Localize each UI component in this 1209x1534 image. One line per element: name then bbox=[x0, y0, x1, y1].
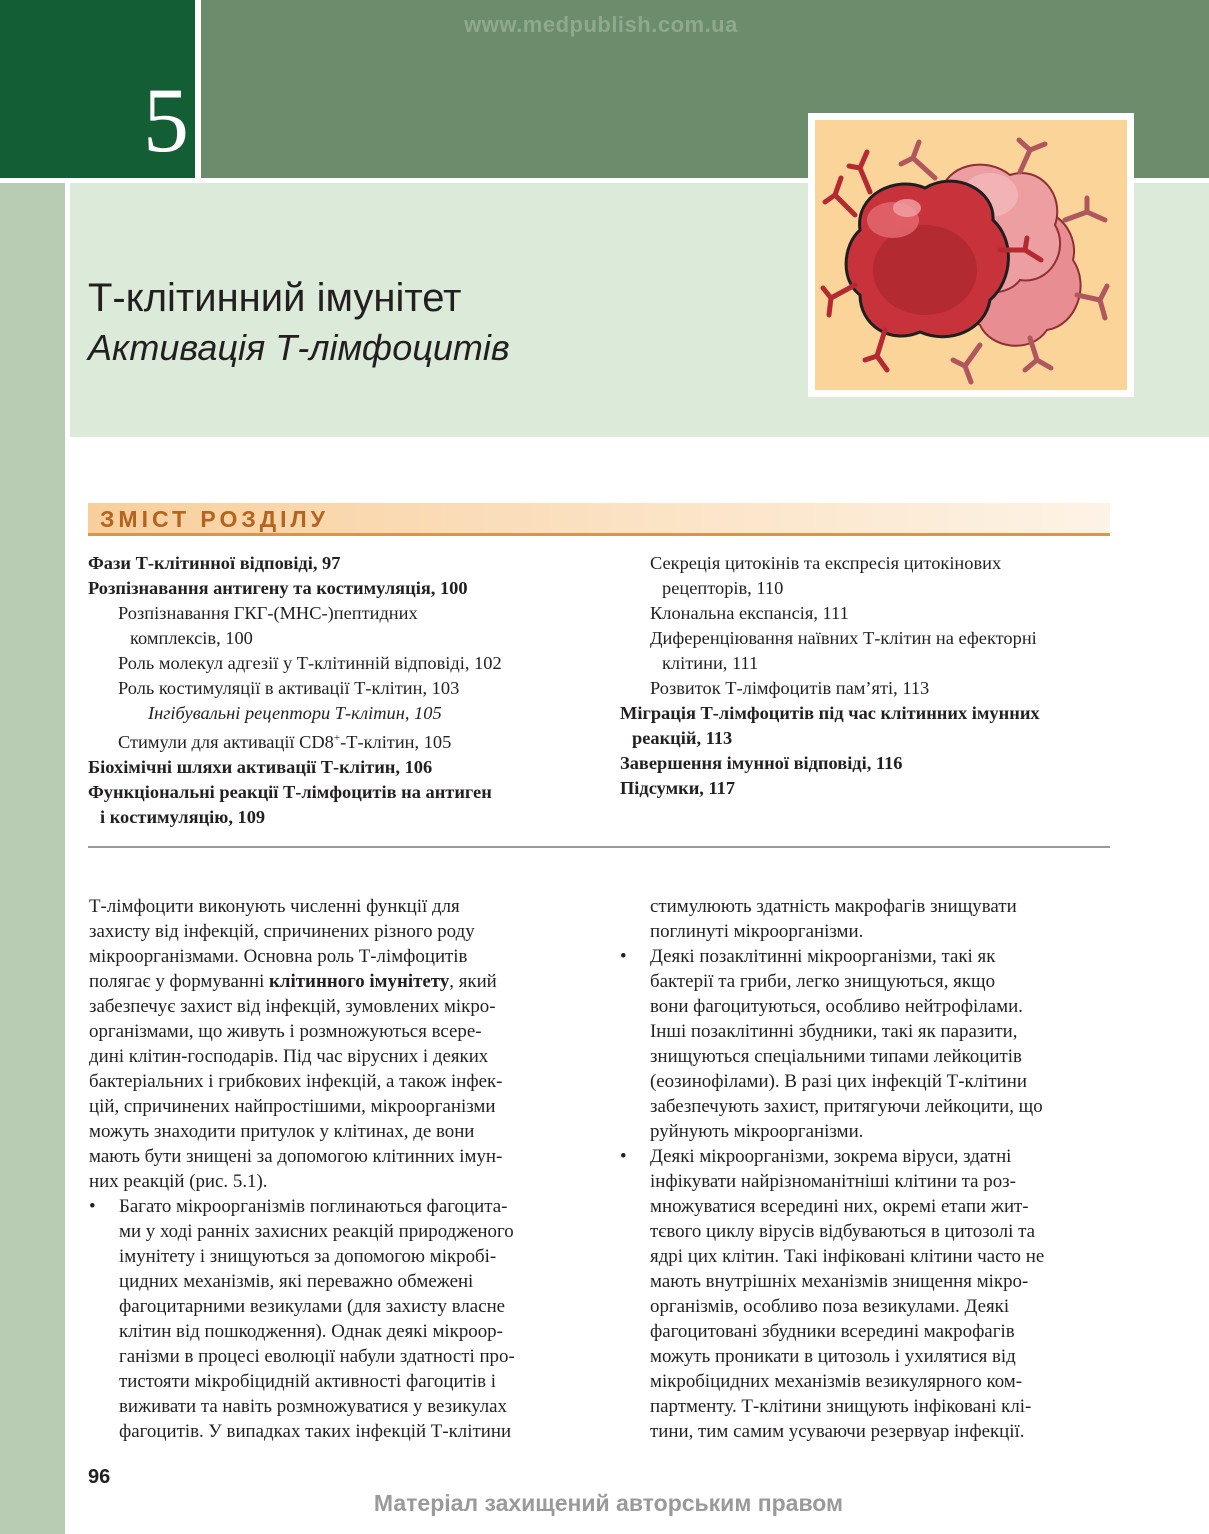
toc-item-continued[interactable]: і костимуляцію, 109 bbox=[100, 807, 266, 828]
chapter-title: Т-клітинний імунітет bbox=[88, 276, 462, 320]
toc-item-continued[interactable]: реакцій, 113 bbox=[632, 728, 733, 748]
toc-item-continued[interactable]: комплексів, 100 bbox=[130, 628, 253, 648]
text-line: них реакцій (рис. 5.1). bbox=[89, 1171, 268, 1192]
text-line: поглинуті мікроорганізми. bbox=[650, 921, 864, 942]
intro-paragraph bbox=[89, 894, 579, 1194]
toc-item[interactable]: Інгібувальні рецептори Т-клітин, 105 bbox=[148, 703, 442, 723]
toc-item[interactable]: Розпізнавання ГКГ-(МНС-)пептидних bbox=[118, 603, 418, 623]
section-divider bbox=[88, 846, 1110, 848]
chapter-subtitle: Активація Т-лімфоцитів bbox=[88, 327, 510, 368]
text-line: знищуються спеціальними типами лейкоцитів bbox=[650, 1046, 1022, 1067]
toc-item-continued[interactable]: клітини, 111 bbox=[662, 653, 759, 673]
text-line: ми у ході ранніх захисних реакцій природженого bbox=[119, 1221, 514, 1242]
text-line: партменту. Т-клітини знищують інфіковані клі- bbox=[650, 1396, 1032, 1417]
text-line: фагоцитів. У випадках таких інфекцій Т-клітини bbox=[119, 1421, 512, 1442]
body-column-left bbox=[89, 894, 579, 1444]
bullet-marker: • bbox=[620, 946, 627, 967]
text-line: мають внутрішніх механізмів знищення мікро- bbox=[650, 1271, 1029, 1292]
text-line: цій, спричинених найпростішими, мікроорганізми bbox=[89, 1096, 496, 1117]
text-line: руйнують мікроорганізми. bbox=[650, 1121, 864, 1142]
text-line: бактерії та гриби, легко знищуються, якщо bbox=[650, 971, 996, 992]
text-line: захисту від інфекцій, спричинених різного роду bbox=[89, 921, 475, 942]
toc-item-continued[interactable]: рецепторів, 110 bbox=[662, 578, 784, 598]
text-line: тєвого циклу вірусів відбуваються в цитозолі та bbox=[650, 1221, 1035, 1242]
text-line: Деякі позаклітинні мікроорганізми, такі як bbox=[650, 946, 996, 967]
toc-item[interactable]: Завершення імунної відповіді, 116 bbox=[620, 753, 903, 773]
toc-item[interactable]: Роль костимуляції в активації Т-клітин, 103 bbox=[118, 678, 460, 698]
toc-item[interactable]: Диференціювання наївних Т-клітин на ефекторні bbox=[650, 628, 1037, 648]
text-line: мають бути знищені за допомогою клітинних імун- bbox=[89, 1146, 503, 1167]
toc-item[interactable]: Клональна експансія, 111 bbox=[650, 603, 849, 623]
contents-heading: ЗМІСТ РОЗДІЛУ bbox=[100, 506, 329, 532]
text-line: Деякі мікроорганізми, зокрема віруси, здатні bbox=[650, 1146, 1012, 1167]
text-line: організмів, особливо поза везикулами. Деякі bbox=[650, 1296, 1010, 1317]
text-line: цидних механізмів, які переважно обмежені bbox=[119, 1271, 474, 1292]
text-line: дині клітин-господарів. Під час вірусних і деяких bbox=[89, 1046, 489, 1067]
toc-text: -Т-клітин, 105 bbox=[340, 732, 452, 753]
bullet-item bbox=[620, 1144, 1110, 1444]
t-lymphocyte-cells-icon bbox=[815, 120, 1127, 390]
text-line: можуть знаходити притулок у клітинах, де вони bbox=[89, 1121, 475, 1142]
watermark-url: www.medpublish.com.ua bbox=[464, 12, 738, 37]
toc-superscript: + bbox=[333, 732, 341, 744]
contents-list-left bbox=[88, 551, 608, 830]
text-line: стимулюють здатність макрофагів знищувати bbox=[650, 896, 1017, 917]
text-line: Т-лімфоцити виконують численні функції для bbox=[89, 896, 460, 917]
key-term: клітинного імунітету bbox=[269, 971, 450, 992]
toc-item[interactable] bbox=[88, 726, 608, 755]
text-line: забезпечує захист від інфекцій, зумовлених мікро- bbox=[89, 996, 496, 1017]
text-line: організмами, що живуть і розмножуються всере- bbox=[89, 1021, 482, 1042]
text-line: можуть проникати в цитозоль і ухилятися від bbox=[650, 1346, 1016, 1367]
bullet-continuation bbox=[620, 894, 1110, 944]
text-line: виживати та навіть розмножуватися у везикулах bbox=[119, 1396, 507, 1417]
text-line: імунітету і знищуються за допомогою мікробі- bbox=[119, 1246, 497, 1267]
body-column-right bbox=[620, 894, 1110, 1444]
toc-item[interactable]: Фази Т-клітинної відповіді, 97 bbox=[88, 553, 341, 573]
toc-item[interactable]: Роль молекул адгезії у Т-клітинній відповіді, 102 bbox=[118, 653, 502, 673]
text-line: (еозинофілами). В разі цих інфекцій Т-клітини bbox=[650, 1071, 1027, 1092]
text-line: ганізми в процесі еволюції набули здатності про- bbox=[119, 1346, 515, 1367]
toc-item[interactable]: Міграція Т-лімфоцитів під час клітинних імунних bbox=[620, 703, 1040, 723]
text-line: інфікувати найрізноманітніші клітини та роз- bbox=[650, 1171, 1016, 1192]
text-line: мікробіцидних механізмів везикулярного ком- bbox=[650, 1371, 1023, 1392]
text-span: полягає у формуванні bbox=[89, 971, 270, 992]
text-line: ядрі цих клітин. Такі інфіковані клітини часто не bbox=[650, 1246, 1045, 1267]
bullet-item bbox=[89, 1194, 579, 1444]
text-line: множуватися всередині них, окремі етапи жит- bbox=[650, 1196, 1029, 1217]
toc-item[interactable]: Функціональні реакції Т-лімфоцитів на антиген bbox=[88, 782, 492, 803]
text-line: забезпечують захист, притягуючи лейкоцити, що bbox=[650, 1096, 1043, 1117]
text-line: тини, тим самим усуваючи резервуар інфекції. bbox=[650, 1421, 1025, 1442]
text-line: мікроорганізмами. Основна роль Т-лімфоцитів bbox=[89, 946, 468, 967]
text-line: фагоцитарними везикулами (для захисту власне bbox=[119, 1296, 506, 1317]
text-line: Інші позаклітинні збудники, такі як паразити, bbox=[650, 1021, 1018, 1042]
bullet-marker: • bbox=[620, 1146, 627, 1167]
side-band bbox=[0, 183, 65, 1534]
bullet-item bbox=[620, 944, 1110, 1144]
text-line: Багато мікроорганізмів поглинаються фагоцита- bbox=[119, 1196, 508, 1217]
toc-item[interactable]: Біохімічні шляхи активації Т-клітин, 106 bbox=[88, 757, 433, 778]
text-line bbox=[89, 969, 579, 994]
text-line: вони фагоцитуються, особливо нейтрофілами. bbox=[650, 996, 1023, 1017]
chapter-number: 5 bbox=[143, 69, 189, 171]
text-line: тистояти мікробіцидній активності фагоцитів і bbox=[119, 1371, 496, 1392]
contents-list-right bbox=[620, 551, 1120, 801]
text-line: бактеріальних і грибкових інфекцій, а також інфек- bbox=[89, 1071, 503, 1092]
text-span: , який bbox=[449, 971, 497, 992]
toc-item[interactable]: Розвиток Т-лімфоцитів пам’яті, 113 bbox=[650, 678, 930, 698]
toc-item[interactable]: Підсумки, 117 bbox=[620, 778, 736, 798]
copyright-note: Матеріал захищений авторським правом bbox=[373, 1490, 844, 1516]
toc-item[interactable]: Розпізнавання антигену та костимуляція, 100 bbox=[88, 578, 468, 598]
text-line: клітин від пошкодження). Однак деякі мікроор- bbox=[119, 1321, 503, 1342]
page-number: 96 bbox=[88, 1466, 111, 1488]
bullet-marker: • bbox=[89, 1196, 96, 1217]
toc-item[interactable]: Секреція цитокінів та експресія цитокінових bbox=[650, 553, 1002, 573]
toc-text: Стимули для активації CD8 bbox=[118, 732, 334, 753]
text-line: фагоцитовані збудники всередині макрофагів bbox=[650, 1321, 1015, 1342]
